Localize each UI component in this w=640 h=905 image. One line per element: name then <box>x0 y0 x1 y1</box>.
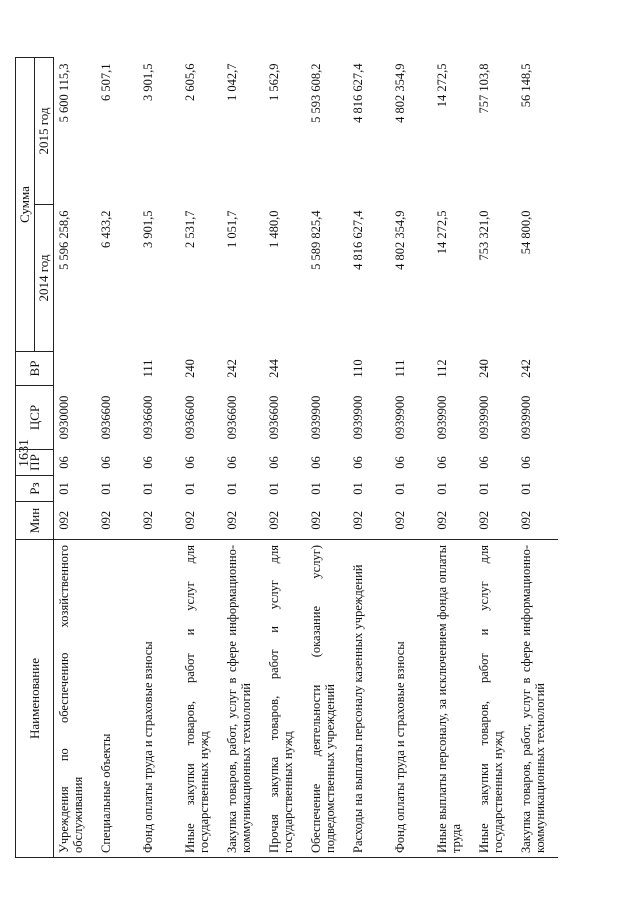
row-sum-2015: 3 901,5 <box>140 63 155 101</box>
row-min: 092 <box>182 510 197 530</box>
row-pr: 06 <box>140 456 155 469</box>
row-sum-2015: 56 148,5 <box>518 63 533 108</box>
row-sum-2015: 5 593 608,2 <box>308 63 323 123</box>
row-pr: 06 <box>476 456 491 469</box>
row-min: 092 <box>476 510 491 530</box>
row-csr: 0939900 <box>518 395 533 440</box>
table-row <box>474 58 516 858</box>
row-csr: 0936600 <box>224 395 239 440</box>
row-min: 092 <box>224 510 239 530</box>
row-vr: 242 <box>224 359 239 378</box>
row-sum-2014: 753 321,0 <box>476 210 491 261</box>
col-header-sum: Сумма <box>16 58 35 352</box>
row-min: 092 <box>140 510 155 530</box>
row-name: Фонд оплаты труда и страховые взносы <box>390 540 432 858</box>
row-name: Иные закупки товаров, работ и услуг для государственных нужд <box>180 540 222 858</box>
row-vr <box>96 352 138 386</box>
table-row <box>390 58 432 858</box>
row-csr: 0936600 <box>266 395 281 440</box>
row-min: 092 <box>392 510 407 530</box>
row-sum-2015: 6 507,1 <box>98 63 113 101</box>
table-row <box>54 58 96 858</box>
row-vr: 244 <box>266 359 281 378</box>
row-sum-2015: 1 042,7 <box>224 63 239 101</box>
row-sum-2014: 4 802 354,9 <box>392 210 407 270</box>
row-min: 092 <box>308 510 323 530</box>
row-csr: 0939900 <box>350 395 365 440</box>
row-min: 092 <box>350 510 365 530</box>
row-csr: 0930000 <box>57 395 71 440</box>
row-sum-2014: 5 589 825,4 <box>308 210 323 270</box>
col-header-name: Наименование <box>16 540 54 858</box>
row-rz: 01 <box>392 482 407 495</box>
row-rz: 01 <box>98 482 113 495</box>
budget-table <box>15 57 558 858</box>
row-name: Иные закупки товаров, работ и услуг для государственных нужд <box>474 540 516 858</box>
row-min: 092 <box>266 510 281 530</box>
row-sum-2015: 757 103,8 <box>476 63 491 114</box>
row-sum-2014: 1 480,0 <box>266 210 281 248</box>
col-header-vr: ВР <box>16 352 54 386</box>
table-row <box>96 58 138 858</box>
row-pr: 06 <box>266 456 281 469</box>
row-sum-2014: 6 433,2 <box>98 210 113 248</box>
row-csr: 0939900 <box>434 395 449 440</box>
table-body <box>54 58 558 858</box>
row-sum-2015: 4 802 354,9 <box>392 63 407 123</box>
row-rz: 01 <box>434 482 449 495</box>
col-header-2015: 2015 год <box>35 58 54 205</box>
row-pr: 06 <box>350 456 365 469</box>
col-header-2014: 2014 год <box>35 205 54 352</box>
row-sum-2015: 4 816 627,4 <box>350 63 365 123</box>
row-csr: 0936600 <box>182 395 197 440</box>
row-vr: 112 <box>434 359 449 378</box>
row-name: Закупка товаров, работ, услуг в сфере информационно-коммуникационных технологий <box>516 540 558 858</box>
row-pr: 06 <box>224 456 239 469</box>
row-rz: 01 <box>224 482 239 495</box>
row-vr: 240 <box>182 359 197 378</box>
row-csr: 0939900 <box>308 395 323 440</box>
row-rz: 01 <box>182 482 197 495</box>
row-name: Закупка товаров, работ, услуг в сфере информационно-коммуникационных технологий <box>222 540 264 858</box>
row-sum-2014: 3 901,5 <box>140 210 155 248</box>
page-number: 1631 <box>17 438 32 467</box>
row-pr: 06 <box>392 456 407 469</box>
row-vr <box>54 352 96 386</box>
row-min: 092 <box>518 510 533 530</box>
row-sum-2014: 1 051,7 <box>224 210 239 248</box>
row-csr: 0936600 <box>98 395 113 440</box>
row-sum-2014: 4 816 627,4 <box>350 210 365 270</box>
col-header-rz: Рз <box>16 476 54 502</box>
row-rz: 01 <box>57 482 71 495</box>
row-name: Иные выплаты персоналу, за исключением фонда оплаты труда <box>432 540 474 858</box>
row-vr: 240 <box>476 359 491 378</box>
row-vr <box>306 352 348 386</box>
row-sum-2015: 14 272,5 <box>434 63 449 108</box>
row-sum-2014: 5 596 258,6 <box>57 210 71 270</box>
row-vr: 111 <box>392 359 407 378</box>
row-name: Фонд оплаты труда и страховые взносы <box>138 540 180 858</box>
row-vr: 110 <box>350 359 365 378</box>
table-row <box>306 58 348 858</box>
row-pr: 06 <box>182 456 197 469</box>
row-name: Расходы на выплаты персоналу казенных учреждений <box>348 540 390 858</box>
row-rz: 01 <box>518 482 533 495</box>
row-sum-2014: 54 800,0 <box>518 210 533 255</box>
row-name: Обеспечение деятельности (оказание услуг) подведомственных учреждений <box>306 540 348 858</box>
row-name: Специальные объекты <box>96 540 138 858</box>
col-header-csr: ЦСР <box>16 386 54 450</box>
col-header-min: Мин <box>16 502 54 540</box>
table-row <box>264 58 306 858</box>
row-vr: 242 <box>518 359 533 378</box>
row-sum-2014: 2 531,7 <box>182 210 197 248</box>
row-sum-2014: 14 272,5 <box>434 210 449 255</box>
row-rz: 01 <box>476 482 491 495</box>
row-rz: 01 <box>140 482 155 495</box>
row-pr: 06 <box>518 456 533 469</box>
col-header-pr: ПР <box>16 450 54 476</box>
row-name: Прочая закупка товаров, работ и услуг для государственных нужд <box>264 540 306 858</box>
row-rz: 01 <box>308 482 323 495</box>
row-min: 092 <box>434 510 449 530</box>
row-rz: 01 <box>350 482 365 495</box>
row-sum-2015: 1 562,9 <box>266 63 281 101</box>
row-rz: 01 <box>266 482 281 495</box>
row-sum-2015: 5 600 115,3 <box>57 63 71 123</box>
budget-table-container <box>15 58 575 858</box>
row-vr: 111 <box>140 359 155 378</box>
row-name: Учреждения по обеспечению хозяйственного обслуживания <box>54 540 96 858</box>
table-row <box>516 58 558 858</box>
table-row <box>180 58 222 858</box>
row-csr: 0939900 <box>476 395 491 440</box>
row-pr: 06 <box>98 456 113 469</box>
row-csr: 0936600 <box>140 395 155 440</box>
table-row <box>432 58 474 858</box>
table-row <box>348 58 390 858</box>
row-pr: 06 <box>434 456 449 469</box>
row-csr: 0939900 <box>392 395 407 440</box>
table-row <box>222 58 264 858</box>
row-sum-2015: 2 605,6 <box>182 63 197 101</box>
row-pr: 06 <box>308 456 323 469</box>
row-min: 092 <box>98 510 113 530</box>
table-row <box>138 58 180 858</box>
row-min: 092 <box>57 510 71 530</box>
row-pr: 06 <box>57 456 71 469</box>
